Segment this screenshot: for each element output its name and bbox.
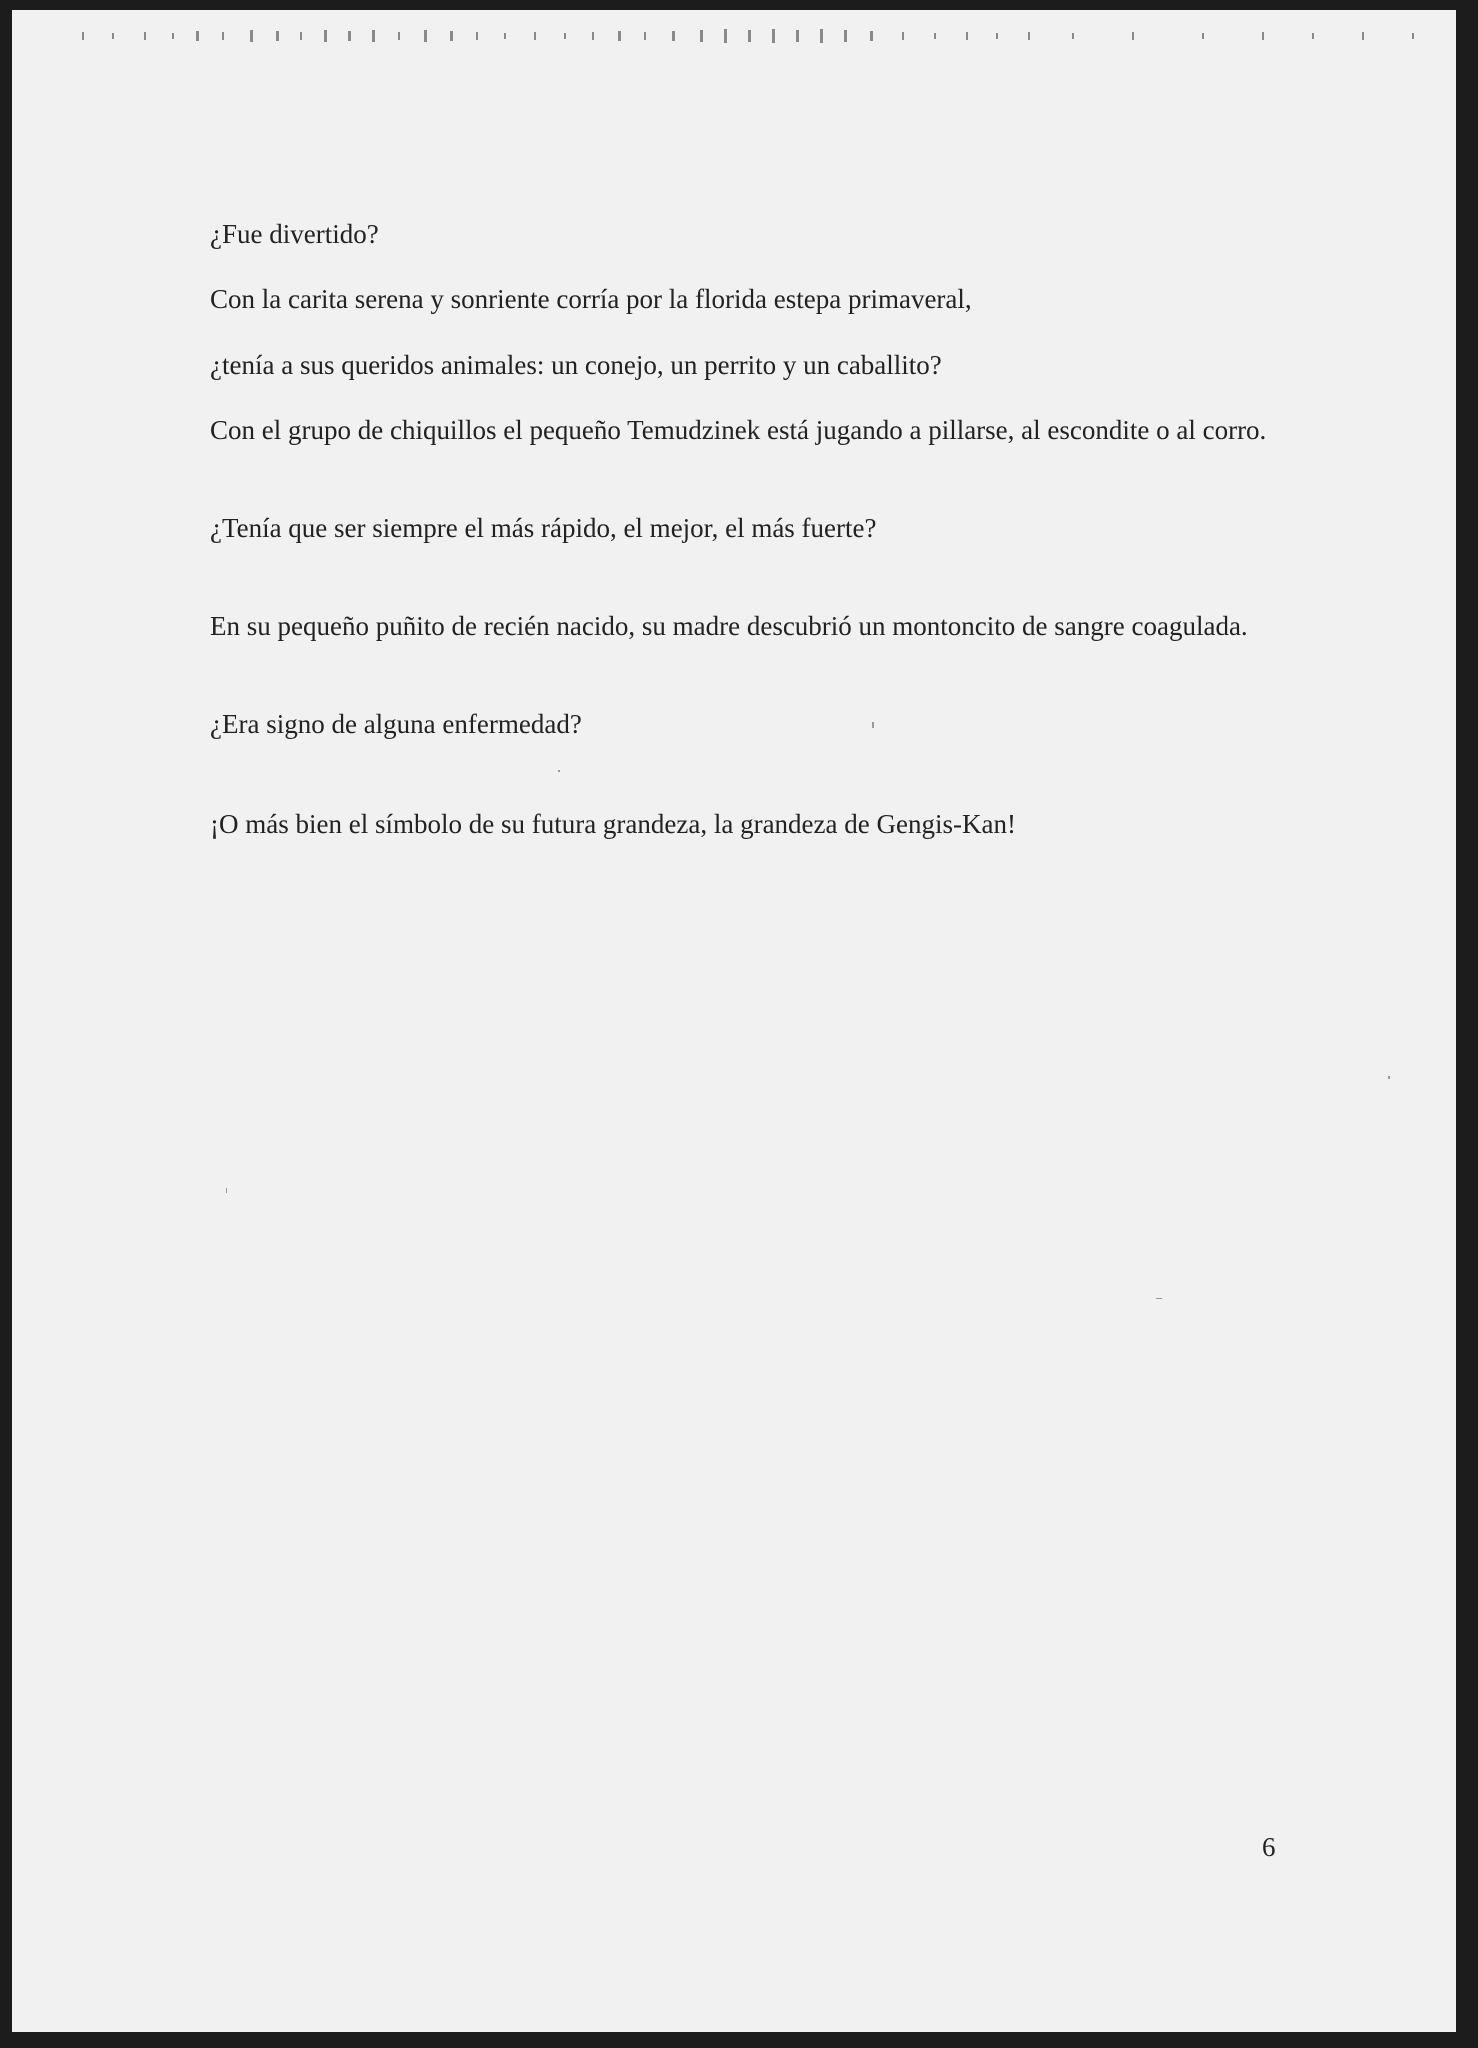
- paragraph-6: En su pequeño puñito de recién nacido, su madre descubrió un montoncito de sangre coagulada.: [210, 611, 1248, 641]
- paragraph-4: Con el grupo de chiquillos el pequeño Temudzinek está jugando a pillarse, al escondite o al corro.: [210, 415, 1267, 445]
- scan-speck: [1156, 1298, 1162, 1299]
- paragraph-1: ¿Fue divertido?: [210, 219, 379, 249]
- paragraph-2: Con la carita serena y sonriente corría por la florida estepa primaveral,: [210, 284, 972, 314]
- paragraph-8: ¡O más bien el símbolo de su futura grandeza, la grandeza de Gengis-Kan!: [210, 809, 1016, 839]
- paragraph-5: ¿Tenía que ser siempre el más rápido, el mejor, el más fuerte?: [210, 513, 877, 543]
- scan-speck: [226, 1188, 227, 1193]
- document-page: [12, 10, 1456, 2032]
- perforation-marks: [72, 24, 1432, 48]
- scan-speck: [872, 722, 874, 728]
- paragraph-3: ¿tenía a sus queridos animales: un conejo, un perrito y un caballito?: [210, 350, 942, 380]
- page-number: 6: [1262, 1832, 1276, 1862]
- scan-speck: [558, 770, 560, 772]
- paragraph-7: ¿Era signo de alguna enfermedad?: [210, 709, 582, 739]
- scan-speck: [1388, 1076, 1390, 1079]
